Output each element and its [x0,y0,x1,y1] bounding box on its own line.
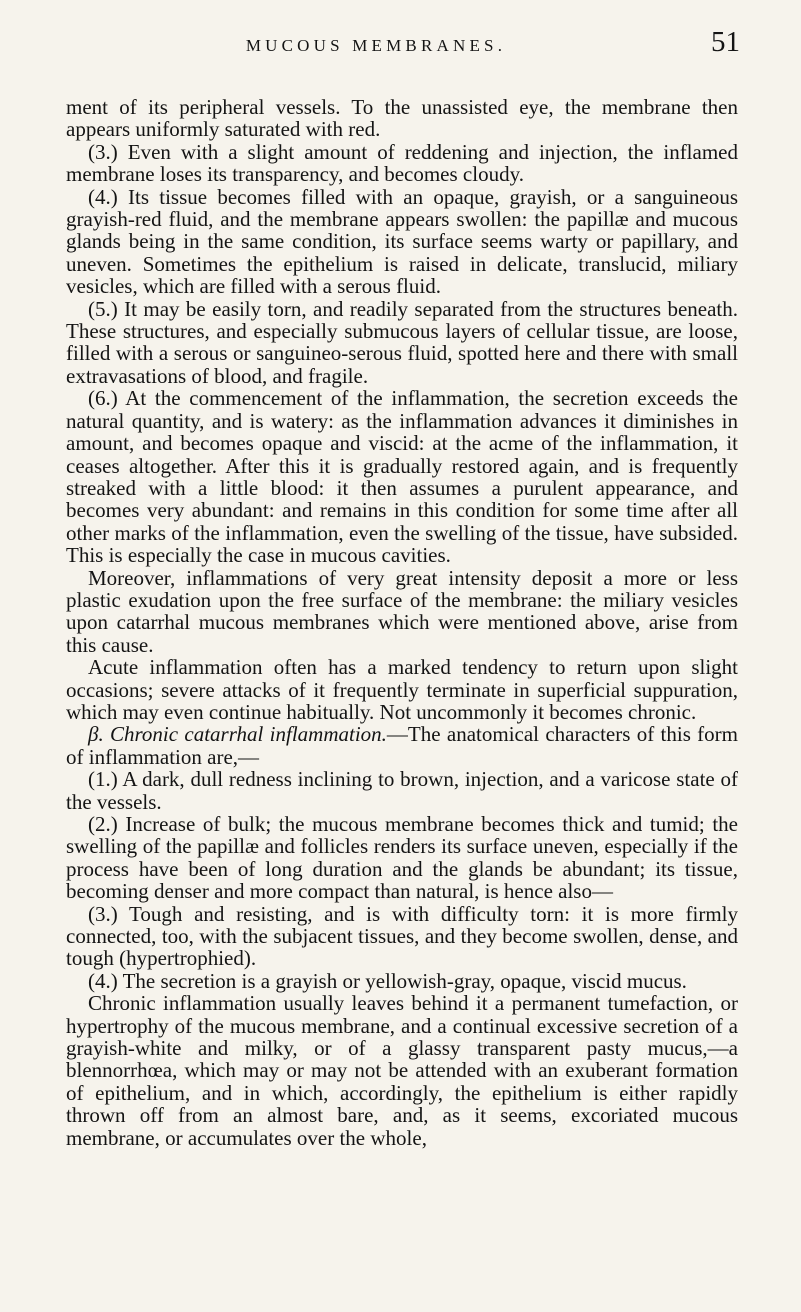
running-head: MUCOUS MEMBRANES. [245,36,507,55]
page-header [66,22,738,62]
paragraph-continued: ment of its peripheral vessels. To the unassisted eye, the membrane then appears uniformly saturated with red. [66,95,738,142]
paragraph-item-4b: (4.) The secretion is a grayish or yellowish-gray, opaque, viscid mucus. [88,968,687,993]
section-intro: —The anatomical characters of this form of inflammation are,— [66,722,738,769]
paragraph-item-4: (4.) Its tissue becomes filled with an opaque, grayish, or a sanguineous grayish-red fluid, and the membrane appears swollen: the papillæ and mucous glands being in the same condition, its surface seems warty or papillary, and uneven. Sometimes the epithelium is raised in delicate, translucid, miliary vesicles, which are filled with a serous fluid. [66,184,738,299]
page-number: 51 [711,26,740,58]
book-page [66,22,738,1149]
paragraph-item-5: (5.) It may be easily torn, and readily separated from the structures beneath. These structures, and especially submucous layers of cellular tissue, are loose, filled with a serous or sanguineo-serous fluid, spotted here and there with small extravasations of blood, and fragile. [66,296,738,388]
paragraph-moreover: Moreover, inflammations of very great intensity deposit a more or less plastic exudation upon the free surface of the membrane: the miliary vesicles upon catarrhal mucous membranes which were mentioned above, arise from this cause. [66,565,738,657]
paragraph-item-3: (3.) Even with a slight amount of reddening and injection, the inflamed membrane loses its transparency, and becomes cloudy. [66,139,738,187]
paragraph-chronic-inflammation: Chronic inflammation usually leaves behind it a permanent tumefaction, or hypertrophy of the mucous membrane, and a continual excessive secretion of a grayish-white and milky, or of a glassy transparent pasty mucus,—a blennorrhœa, which may or may not be attended with an exuberant formation of epithelium, and in which, accordingly, the epithelium is either rapidly thrown off from an almost bare, and, as it seems, excoriated mucous membrane, or accumulates over the whole, [66,991,738,1150]
paragraph-item-6: (6.) At the commencement of the inflammation, the secretion exceeds the natural quantity, and is watery: as the inflammation advances it diminishes in amount, and becomes opaque and viscid: at the acme of the inflammation, it ceases altogether. After this it is gradually restored again, and is frequently streaked with a little blood: it then assumes a purulent appearance, and becomes very abundant: and remains in this condition for some time after all other marks of the inflammation, even the swelling of the tissue, have subsided. This is especially the case in mucous cavities. [66,386,738,568]
paragraph-item-3b: (3.) Tough and resisting, and is with difficulty torn: it is more firmly connected, too, with the subjacent tissues, and they become swollen, dense, and tough (hypertrophied). [66,901,738,971]
section-heading: Chronic catarrhal inflammation. [110,722,387,747]
paragraph-item-1: (1.) A dark, dull redness inclining to brown, injection, and a varicose state of the vessels. [66,767,738,814]
paragraph-item-2: (2.) Increase of bulk; the mucous membrane becomes thick and tumid; the swelling of the papillæ and follicles renders its surface uneven, especially if the process have been of long duration and the glands be abundant; its tissue, becoming denser and more compact than natural, is hence also— [66,812,738,904]
body-text [66,96,738,1149]
section-marker: β. [88,722,104,747]
paragraph-acute-inflammation: Acute inflammation often has a marked tendency to return upon slight occasions; severe attacks of it frequently terminate in superficial suppuration, which may even continue habitually. Not uncommonly it becomes chronic. [66,655,738,724]
section-chronic-catarrhal [66,723,738,768]
